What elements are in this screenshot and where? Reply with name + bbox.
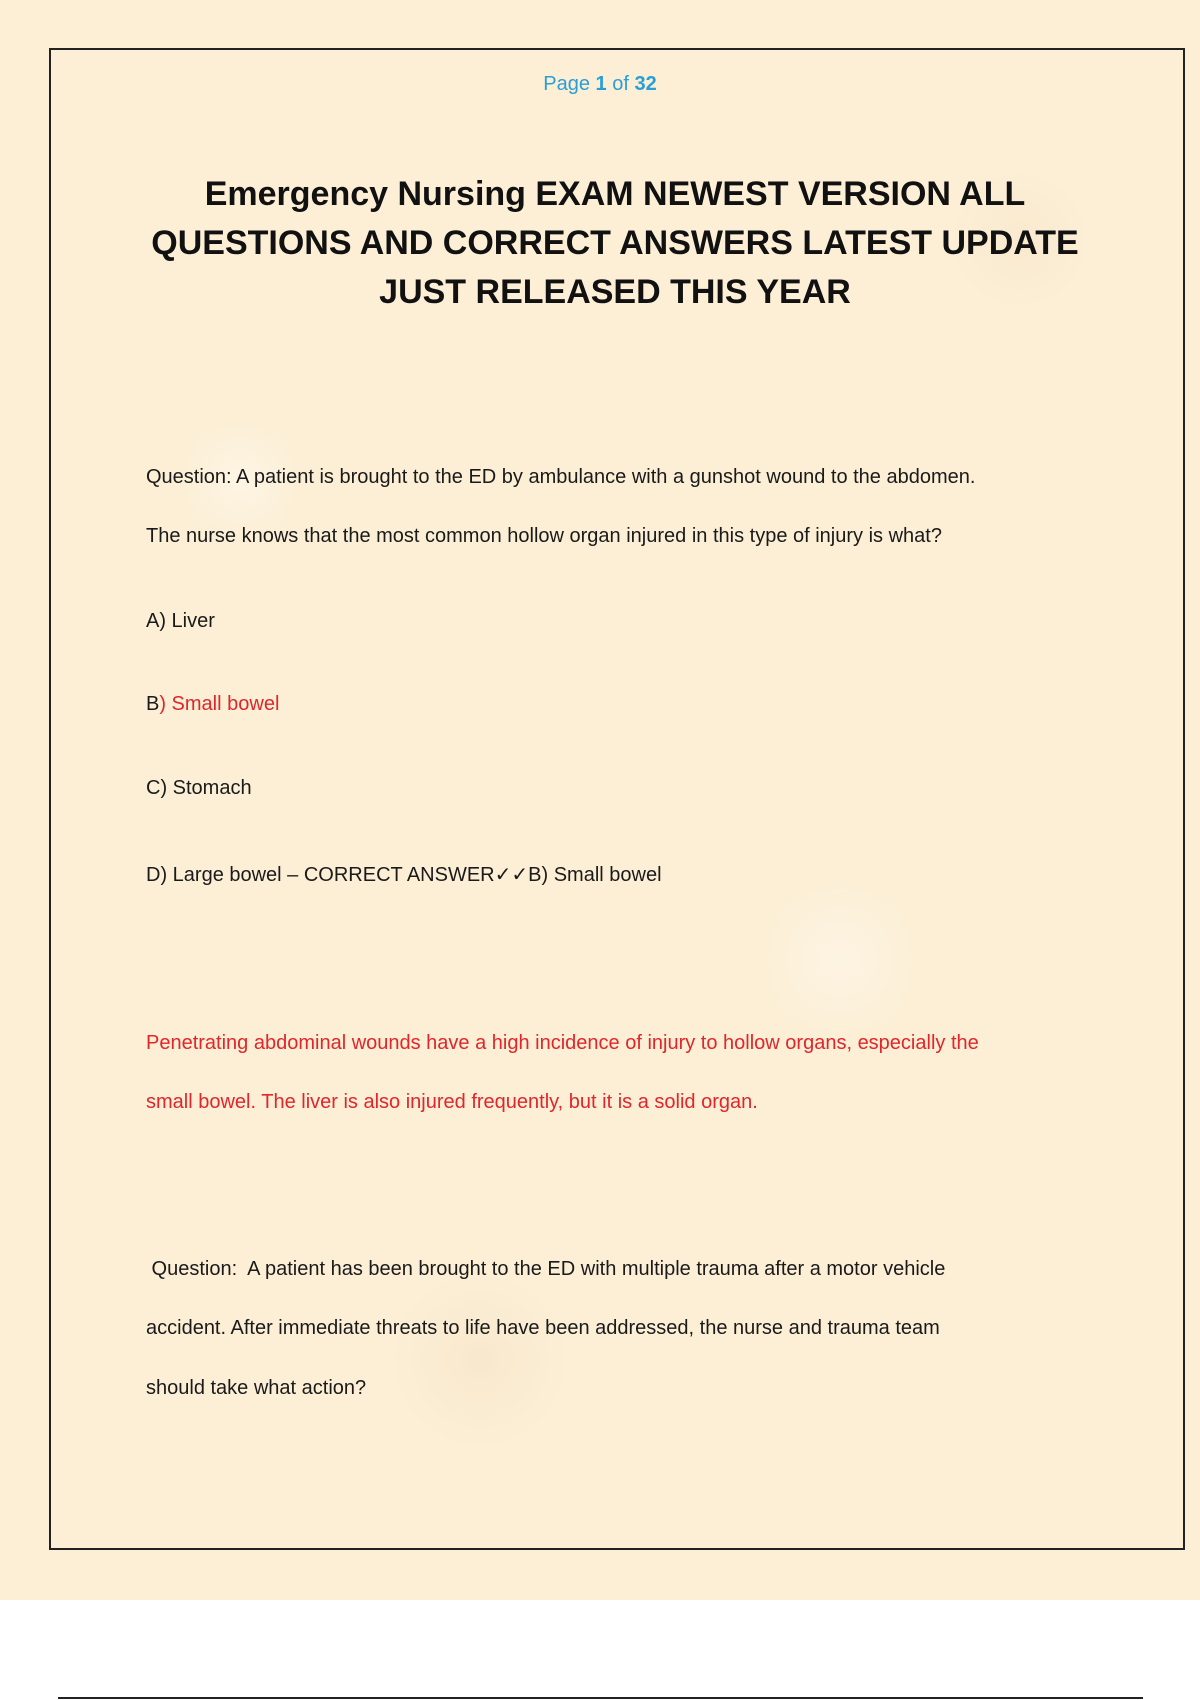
option-d-with-answer: D) Large bowel – CORRECT ANSWER✓✓B) Small bowel <box>146 864 662 886</box>
option-a: A) Liver <box>146 610 215 632</box>
rationale-line-2: small bowel. The liver is also injured frequently, but it is a solid organ. <box>146 1091 758 1113</box>
option-b <box>146 693 279 716</box>
question-1-line-2: The nurse knows that the most common hollow organ injured in this type of injury is what? <box>146 525 942 547</box>
question-2-line-2: accident. After immediate threats to life have been addressed, the nurse and trauma team <box>146 1317 940 1339</box>
footer-rule <box>58 1697 1143 1699</box>
page-current: 1 <box>595 73 607 95</box>
page-number <box>0 73 1200 96</box>
question-2-line-1: Question: A patient has been brought to the ED with multiple trauma after a motor vehicle <box>146 1258 946 1280</box>
option-c: C) Stomach <box>146 777 252 799</box>
page-of: of <box>612 73 629 95</box>
document-title: Emergency Nursing EXAM NEWEST VERSION ALL QUESTIONS AND CORRECT ANSWERS LATEST UPDATE JUST RELEASED THIS YEAR <box>151 175 1079 311</box>
page-total: 32 <box>634 73 657 95</box>
question-2-line-3: should take what action? <box>146 1377 367 1399</box>
option-b-text: ) Small bowel <box>159 693 280 715</box>
rationale-line-1: Penetrating abdominal wounds have a high incidence of injury to hollow organs, especially the <box>146 1032 979 1054</box>
page-prefix: Page <box>543 73 590 95</box>
question-1-line-1: Question: A patient is brought to the ED by ambulance with a gunshot wound to the abdomen. <box>146 466 976 488</box>
option-b-letter: B <box>146 693 160 715</box>
